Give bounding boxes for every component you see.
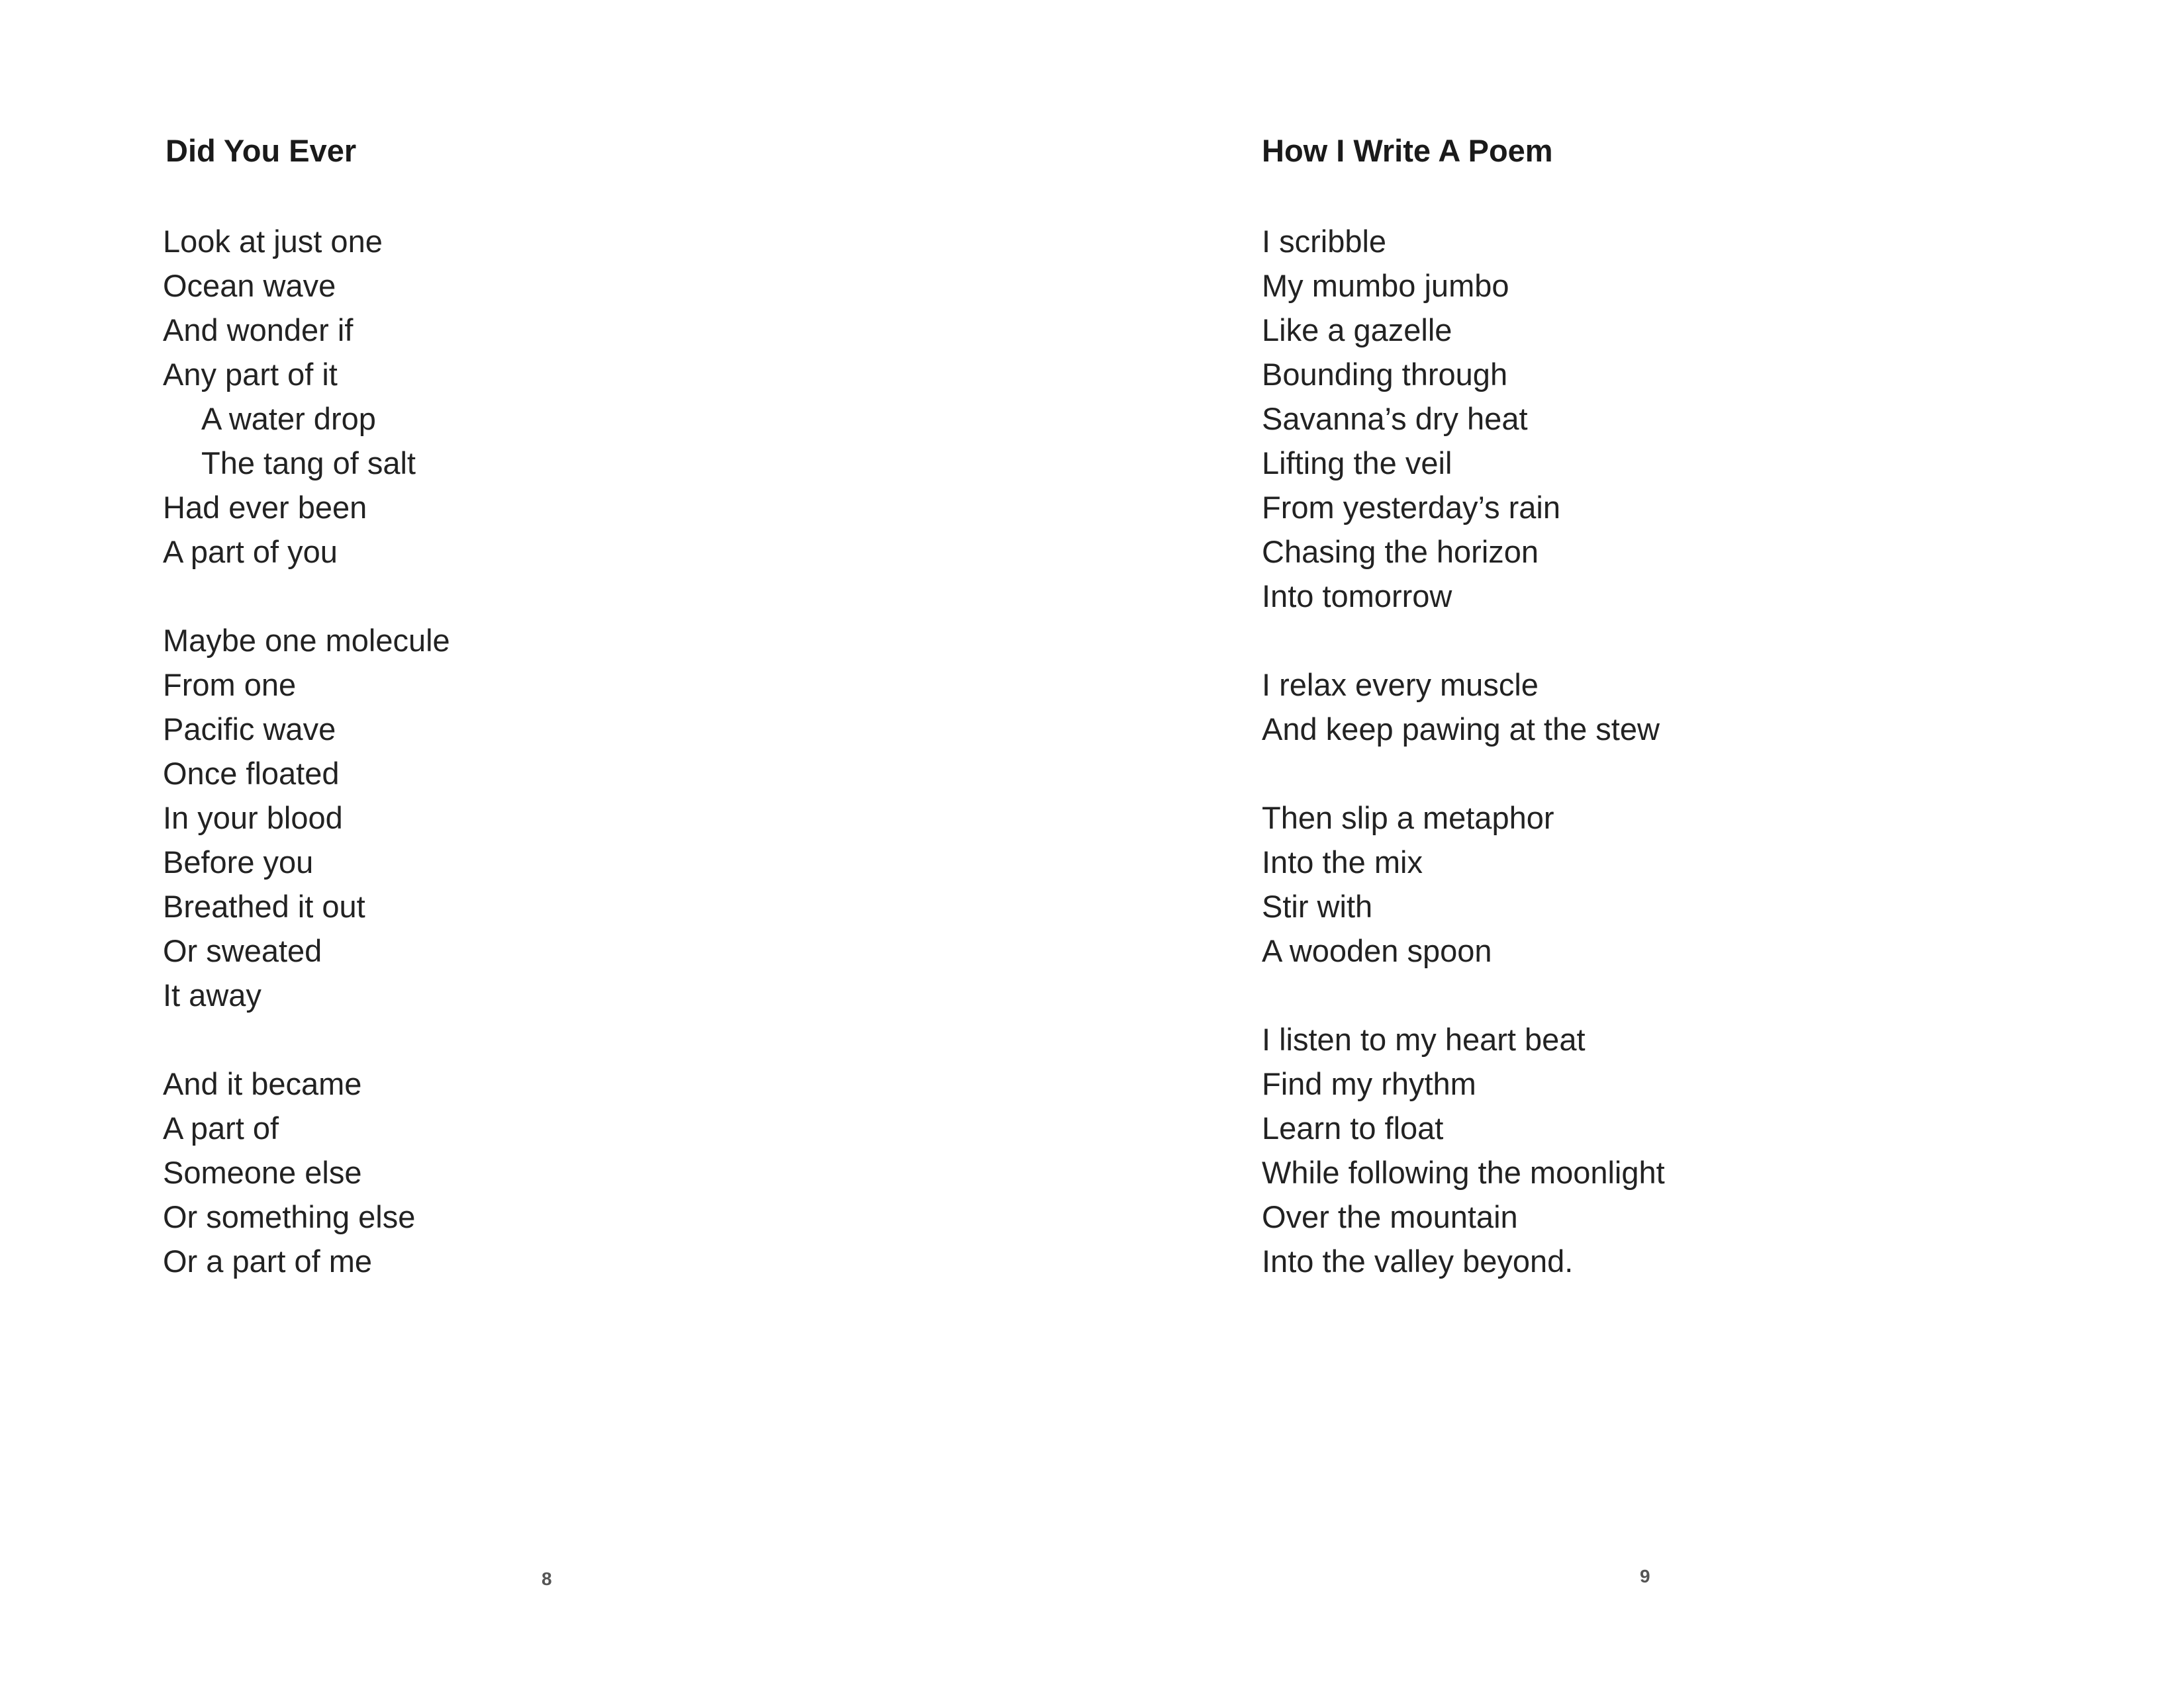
poem-line: My mumbo jumbo bbox=[1262, 268, 1509, 303]
poem-line: Learn to float bbox=[1262, 1111, 1444, 1146]
poem-line: The tang of salt bbox=[201, 445, 416, 480]
poem-line: Someone else bbox=[163, 1155, 362, 1190]
poem-line: Pacific wave bbox=[163, 711, 336, 747]
poem-line: I scribble bbox=[1262, 224, 1387, 259]
poem-line: It away bbox=[163, 978, 261, 1013]
poem-line: A part of bbox=[163, 1111, 279, 1146]
poem-line: I listen to my heart beat bbox=[1262, 1022, 1586, 1057]
poem-line: Or something else bbox=[163, 1199, 416, 1234]
stanza-break bbox=[1262, 751, 1665, 796]
poem-line: While following the moonlight bbox=[1262, 1155, 1665, 1190]
poem-line: Savanna’s dry heat bbox=[1262, 401, 1528, 436]
poem-line: Before you bbox=[163, 844, 314, 880]
poem-line: Or a part of me bbox=[163, 1244, 373, 1279]
poem-line: Into the valley beyond. bbox=[1262, 1244, 1574, 1279]
poem-line: Or sweated bbox=[163, 933, 322, 968]
poem-body bbox=[163, 219, 450, 1283]
poem-line: Ocean wave bbox=[163, 268, 336, 303]
poem-line: Like a gazelle bbox=[1262, 312, 1452, 347]
poem-title: How I Write A Poem bbox=[1262, 133, 1553, 168]
poem-line: Maybe one molecule bbox=[163, 623, 450, 658]
poem-line: In your blood bbox=[163, 800, 343, 835]
stanza-break bbox=[1262, 618, 1665, 662]
poem-line: A water drop bbox=[201, 401, 376, 436]
poem-line: And keep pawing at the stew bbox=[1262, 711, 1660, 747]
poem-line: Stir with bbox=[1262, 889, 1373, 924]
stanza-break bbox=[163, 1017, 450, 1062]
poem-line: Lifting the veil bbox=[1262, 445, 1452, 480]
poem-line: Any part of it bbox=[163, 357, 338, 392]
poem-line: I relax every muscle bbox=[1262, 667, 1539, 702]
poem-line: Chasing the horizon bbox=[1262, 534, 1539, 569]
poem-line: Once floated bbox=[163, 756, 340, 791]
poem-line: Breathed it out bbox=[163, 889, 365, 924]
poem-line: A wooden spoon bbox=[1262, 933, 1492, 968]
poem-line: Bounding through bbox=[1262, 357, 1508, 392]
poem-line: And wonder if bbox=[163, 312, 354, 347]
stanza-break bbox=[1262, 973, 1665, 1017]
poem-line: From yesterday’s rain bbox=[1262, 490, 1560, 525]
right-page bbox=[1092, 0, 2184, 1687]
poem-line: Had ever been bbox=[163, 490, 367, 525]
stanza-break bbox=[163, 574, 450, 618]
page-number: 9 bbox=[1640, 1566, 1650, 1586]
poem-line: Find my rhythm bbox=[1262, 1066, 1476, 1101]
poem-line: From one bbox=[163, 667, 297, 702]
poem-line: Then slip a metaphor bbox=[1262, 800, 1554, 835]
poem-line: Over the mountain bbox=[1262, 1199, 1518, 1234]
poem-line: Into tomorrow bbox=[1262, 578, 1452, 614]
poem-line: A part of you bbox=[163, 534, 338, 569]
page-number: 8 bbox=[542, 1569, 552, 1589]
poem-line: Look at just one bbox=[163, 224, 383, 259]
poem-title: Did You Ever bbox=[166, 133, 357, 168]
poem-body bbox=[1262, 219, 1665, 1283]
poem-line: Into the mix bbox=[1262, 844, 1423, 880]
poem-line: And it became bbox=[163, 1066, 362, 1101]
